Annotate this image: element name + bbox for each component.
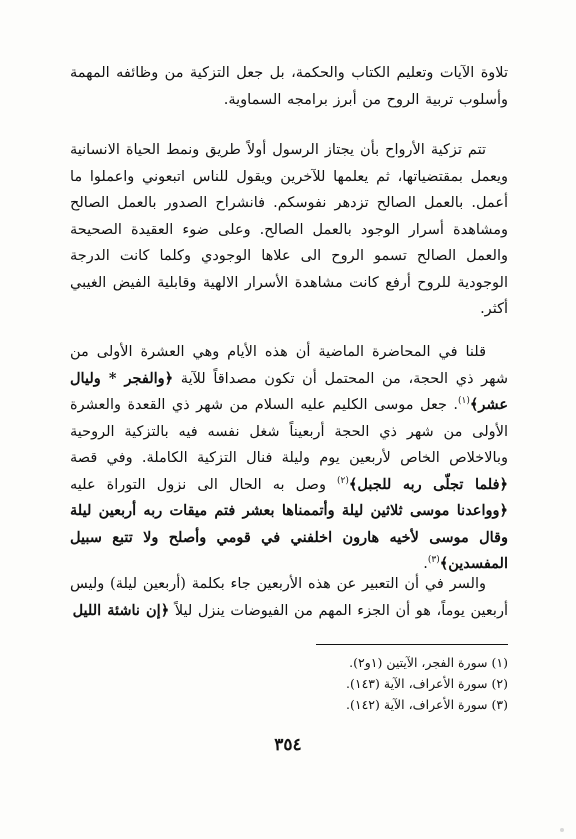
footnote-ref-3: (٣) bbox=[427, 555, 440, 566]
paragraph-4 bbox=[70, 571, 508, 624]
footnote-ref-2: (٢) bbox=[337, 475, 349, 486]
paragraph-4-text bbox=[70, 571, 508, 624]
footnote-2: (٢) سورة الأعراف، الآية (١٤٣). bbox=[346, 676, 508, 691]
quran-verse-fajr: ﴿والفجر * وليال عشر﴾ bbox=[70, 369, 508, 413]
quran-verse-waadna: ﴿وواعدنا موسى ثلاثين ليلة وأتممناها بعشر فتم ميقات ربه أربعين ليلة وقال موسى لأخيه هارون اخلفني في قومي وأصلح ولا تتبع سبيل المفسدين﴾ bbox=[70, 502, 508, 572]
paragraph-3-segment-2: . جعل موسى الكليم عليه السلام من شهر ذي القعدة والعشرة الأولى من شهر ذي الحجة أربعيناً شغل نفسه فيه بالتزكية الروحية وبالاخلاص الخاص لأربعين يوم وليلة فنال التزكية الكاملة. وفي قصة bbox=[70, 397, 508, 466]
paragraph-1-text: تلاوة الآيات وتعليم الكتاب والحكمة، بل جعل التزكية من وظائفه المهمة وأسلوب تربية الروح من أبرز برامجه السماوية. bbox=[70, 65, 508, 108]
footnote-divider bbox=[316, 644, 508, 645]
paragraph-2-text: تتم تزكية الأرواح بأن يجتاز الرسول أولاً طريق ونمط الحياة الانسانية ويعمل بمقتضياتها، ثم يعلمها للآخرين ويقول للناس اتبعوني واعملوا ما أعمل. بالعمل الصالح تزدهر نفوسكم. فانشراح الصدور بالعمل الصالح ومشاهدة أسرار الوجود بالعمل الصالح. وعلى ضوء العقيدة الصحيحة والعمل الصالح تسمو الروح الى علاها الوجودي وكلما كانت الدرجة الوجودية للروح أرفع كانت مشاهدة الأسرار الالهية وقابلية الفيض الغيبي أكثر. bbox=[70, 142, 508, 317]
scan-speck bbox=[560, 828, 564, 832]
paragraph-3-segment-1: قلنا في المحاضرة الماضية أن هذه الأيام وهي العشرة الأولى من شهر ذي الحجة، من المحتمل أن تكون مصداقاً للآية bbox=[70, 344, 509, 387]
footnote-ref-1: (١) bbox=[458, 396, 470, 407]
quran-verse-tajalla: ﴿فلما تجلّى ربه للجبل﴾ bbox=[348, 475, 508, 493]
paragraph-2 bbox=[70, 137, 508, 323]
paragraph-3-segment-3: وصل به الحال الى نزول التوراة عليه bbox=[70, 476, 326, 493]
page-number: ٣٥٤ bbox=[274, 735, 302, 755]
paragraph-3-segment-4: . bbox=[423, 556, 428, 572]
paragraph-3 bbox=[70, 339, 508, 578]
quran-verse-nashiah: ﴿إن ناشئة الليل bbox=[72, 601, 170, 619]
footnote-3: (٣) سورة الأعراف، الآية (١٤٢). bbox=[346, 697, 508, 712]
footnotes bbox=[290, 652, 508, 715]
paragraph-1 bbox=[70, 60, 508, 113]
paragraph-3-text bbox=[70, 339, 508, 578]
paragraph-4-segment-1: والسر في أن التعبير عن هذه الأربعين جاء بكلمة (أربعين ليلة) وليس أربعين يوماً، هو أن الجزء المهم من الفيوضات ينزل ليلاً bbox=[70, 576, 508, 619]
footnote-1: (١) سورة الفجر، الآيتين (١و٢). bbox=[349, 655, 508, 670]
